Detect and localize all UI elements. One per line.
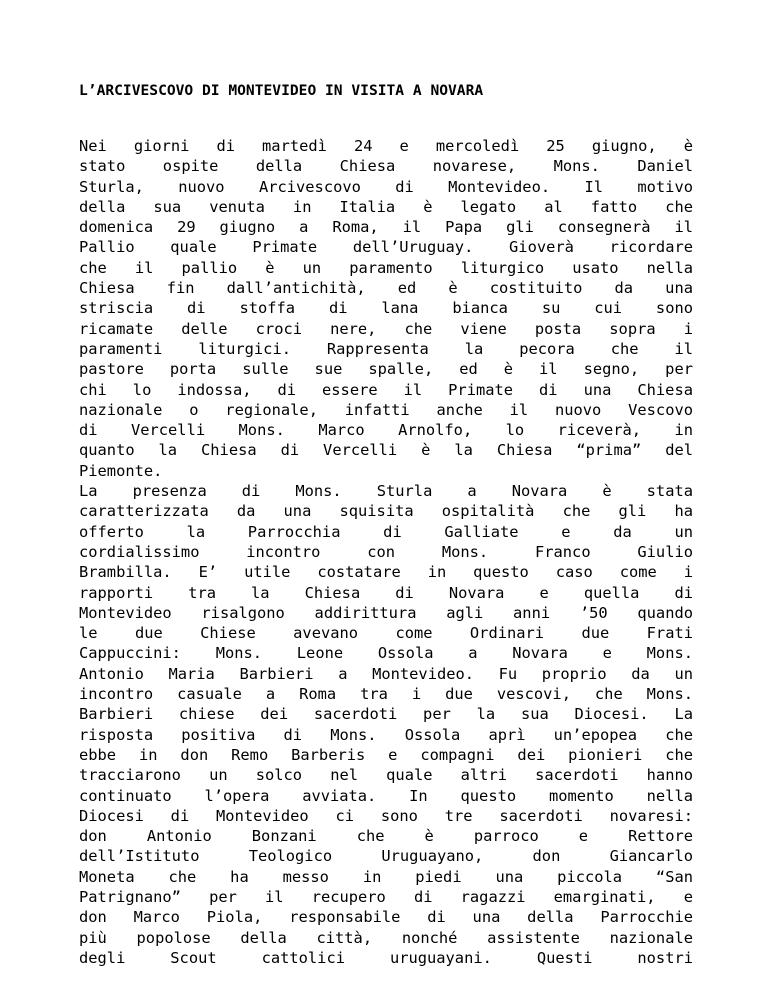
text-line: stato ospite della Chiesa novarese, Mons. Daniel [79, 157, 693, 176]
text-line: paramenti liturgici. Rappresenta la pecora che il [79, 339, 693, 358]
text-line: La presenza di Mons. Sturla a Novara è stata [79, 482, 693, 501]
text-line: nazionale o regionale, infatti anche il nuovo Vescovo [79, 400, 693, 419]
text-line: dell’Istituto Teologico Uruguayano, don Giancarlo [79, 847, 693, 866]
text-line: rapporti tra la Chiesa di Novara e quella di [79, 583, 693, 602]
text-line: quanto la Chiesa di Vercelli è la Chiesa “prima” del [79, 441, 693, 460]
text-line: della sua venuta in Italia è legato al fatto che [79, 197, 693, 216]
text-line: Cappuccini: Mons. Leone Ossola a Novara e Mons. [79, 644, 693, 663]
text-line: Antonio Maria Barbieri a Montevideo. Fu proprio da un [79, 664, 693, 683]
text-line: caratterizzata da una squisita ospitalità che gli ha [79, 502, 693, 521]
text-line: Brambilla. E’ utile costatare in questo caso come i [79, 563, 693, 582]
text-line: Chiesa fin dall’antichità, ed è costituito da una [79, 279, 693, 298]
text-line: don Marco Piola, responsabile di una della Parrocchie [79, 908, 693, 927]
text-line: ebbe in don Remo Barberis e compagni dei pionieri che [79, 745, 693, 764]
text-line: Barbieri chiese dei sacerdoti per la sua Diocesi. La [79, 705, 693, 724]
text-line: continuato l’opera avviata. In questo momento nella [79, 786, 693, 805]
text-line: striscia di stoffa di lana bianca su cui sono [79, 299, 693, 318]
text-line: Nei giorni di martedì 24 e mercoledì 25 giugno, è [79, 137, 693, 155]
text-line: pastore porta sulle sue spalle, ed è il segno, per [79, 360, 693, 379]
text-line: Moneta che ha messo in piedi una piccola “San [79, 867, 693, 886]
text-line: domenica 29 giugno a Roma, il Papa gli consegnerà il [79, 218, 693, 237]
text-line: Piemonte. [79, 461, 163, 480]
text-line: tracciarono un solco nel quale altri sacerdoti hanno [79, 766, 693, 785]
text-line: ricamate delle croci nere, che viene posta sopra i [79, 319, 693, 338]
text-line: risposta positiva di Mons. Ossola aprì un’epopea che [79, 725, 693, 744]
text-line: le due Chiese avevano come Ordinari due Frati [79, 624, 693, 643]
text-line: degli Scout cattolici uruguayani. Questi nostri [79, 948, 693, 967]
document-title: L’ARCIVESCOVO DI MONTEVIDEO IN VISITA A NOVARA [79, 82, 484, 99]
text-line: Pallio quale Primate dell’Uruguay. Gioverà ricordare [79, 238, 693, 257]
article-body [79, 136, 693, 968]
text-line: don Antonio Bonzani che è parroco e Rettore [79, 827, 693, 846]
text-line: più popolose della città, nonché assistente nazionale [79, 928, 693, 947]
text-line: di Vercelli Mons. Marco Arnolfo, lo riceverà, in [79, 421, 693, 440]
text-line: cordialissimo incontro con Mons. Franco Giulio [79, 542, 693, 561]
text-line: Montevideo risalgono addirittura agli anni ’50 quando [79, 603, 693, 622]
text-line: Sturla, nuovo Arcivescovo di Montevideo. Il motivo [79, 177, 693, 196]
text-line: Diocesi di Montevideo ci sono tre sacerdoti novaresi: [79, 806, 693, 825]
text-line: incontro casuale a Roma tra i due vescovi, che Mons. [79, 685, 693, 704]
text-line: Patrignano” per il recupero di ragazzi emarginati, e [79, 887, 693, 906]
text-line: che il pallio è un paramento liturgico usato nella [79, 258, 693, 277]
text-line: offerto la Parrocchia di Galliate e da un [79, 522, 693, 541]
text-line: chi lo indossa, di essere il Primate di una Chiesa [79, 380, 693, 399]
